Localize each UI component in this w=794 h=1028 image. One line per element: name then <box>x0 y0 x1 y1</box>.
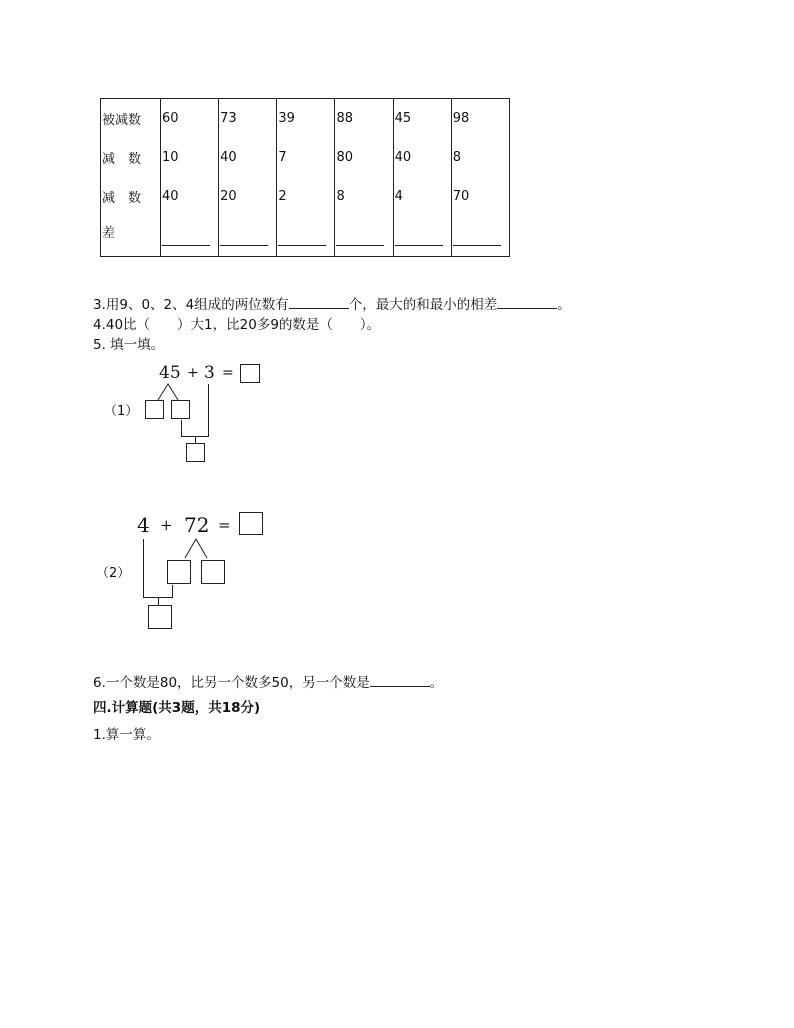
calc-question-1: 1.算一算。 <box>93 727 160 743</box>
table-cell: 73 <box>219 99 277 138</box>
table-cell: 40 <box>219 138 277 177</box>
table-cell: 80 <box>335 138 393 177</box>
table-cell: 60 <box>161 99 219 138</box>
question-4: 4.40比（ ）大1，比20多9的数是（ ）。 <box>93 317 381 333</box>
fig1-connector-left <box>181 420 182 437</box>
fig2-connector-left <box>143 539 144 598</box>
fig1-answer-box[interactable] <box>240 364 260 383</box>
fig2-split-caret <box>183 536 213 560</box>
table-cell: 10 <box>161 138 219 177</box>
q3-text-3: 。 <box>557 297 571 313</box>
table-row <box>101 138 510 177</box>
fig2-connector-down <box>158 597 159 605</box>
question-3 <box>93 296 571 314</box>
fig1-split-box-1[interactable] <box>145 400 164 419</box>
q6-blank[interactable] <box>370 674 430 687</box>
table-cell: 8 <box>452 149 462 165</box>
table-cell: 45 <box>393 99 451 138</box>
row-label: 被减数 <box>101 99 161 138</box>
table-cell: 7 <box>277 138 335 177</box>
row-label: 差 <box>101 216 161 257</box>
fig2-result-box[interactable] <box>148 605 172 629</box>
fig2-number-b: 72 <box>184 513 210 537</box>
fig1-connector-right <box>208 384 209 437</box>
difference-blank[interactable] <box>395 231 443 246</box>
table-cell: 2 <box>277 177 335 216</box>
table-cell: 8 <box>335 177 393 216</box>
fig1-label: （1） <box>104 404 139 419</box>
difference-blank[interactable] <box>336 231 384 246</box>
table-cell[interactable] <box>451 216 509 257</box>
fig2-number-a: 4 <box>137 513 150 537</box>
table-cell: 4 <box>393 177 451 216</box>
question-6 <box>93 674 443 692</box>
q3-blank-2[interactable] <box>497 296 557 309</box>
table-row <box>101 99 510 138</box>
fig2-answer-box[interactable] <box>239 512 263 535</box>
q3-text-2: 个，最大的和最小的相差 <box>348 297 498 313</box>
question-5-title: 5. 填一填。 <box>93 337 165 353</box>
fig1-number-a: 45 <box>159 363 181 383</box>
table-cell: 70 <box>452 188 470 204</box>
difference-blank[interactable] <box>162 231 210 246</box>
subtraction-table <box>100 98 510 257</box>
difference-blank[interactable] <box>278 231 326 246</box>
q3-blank-1[interactable] <box>289 296 349 309</box>
table-cell: 20 <box>219 177 277 216</box>
fig1-connector-down <box>195 436 196 443</box>
q6-text-2: 。 <box>429 675 444 691</box>
table-row <box>101 216 510 257</box>
row-label: 减 数 <box>101 138 161 177</box>
q6-text-1: 6.一个数是80，比另一个数多50，另一个数是 <box>93 675 370 691</box>
fig1-split-caret <box>156 382 186 402</box>
table-cell: 98 <box>452 110 470 126</box>
fig1-split-box-2[interactable] <box>171 400 190 419</box>
row-label: 减 数 <box>101 177 161 216</box>
table-cell[interactable] <box>393 216 451 257</box>
fig1-equals: = <box>222 365 234 381</box>
fig2-split-box-2[interactable] <box>201 560 225 584</box>
table-cell: 39 <box>277 99 335 138</box>
fig2-operator: + <box>160 516 173 534</box>
difference-blank[interactable] <box>453 231 501 246</box>
fig2-label: （2） <box>96 566 131 581</box>
section-4-title: 四.计算题(共3题，共18分) <box>93 700 261 716</box>
q3-text-1: 3.用9、0、2、4组成的两位数有 <box>93 297 289 313</box>
fig1-result-box[interactable] <box>186 443 205 462</box>
table-cell: 88 <box>335 99 393 138</box>
table-cell[interactable] <box>161 216 219 257</box>
table-cell[interactable] <box>219 216 277 257</box>
fig1-number-b: 3 <box>204 363 215 383</box>
difference-blank[interactable] <box>220 231 268 246</box>
table-cell[interactable] <box>277 216 335 257</box>
table-cell: 40 <box>393 138 451 177</box>
fig1-operator: + <box>187 365 199 381</box>
fig2-equals: = <box>218 516 231 534</box>
table-cell[interactable] <box>335 216 393 257</box>
table-row <box>101 177 510 216</box>
fig2-split-box-1[interactable] <box>167 560 191 584</box>
table-cell: 40 <box>161 177 219 216</box>
